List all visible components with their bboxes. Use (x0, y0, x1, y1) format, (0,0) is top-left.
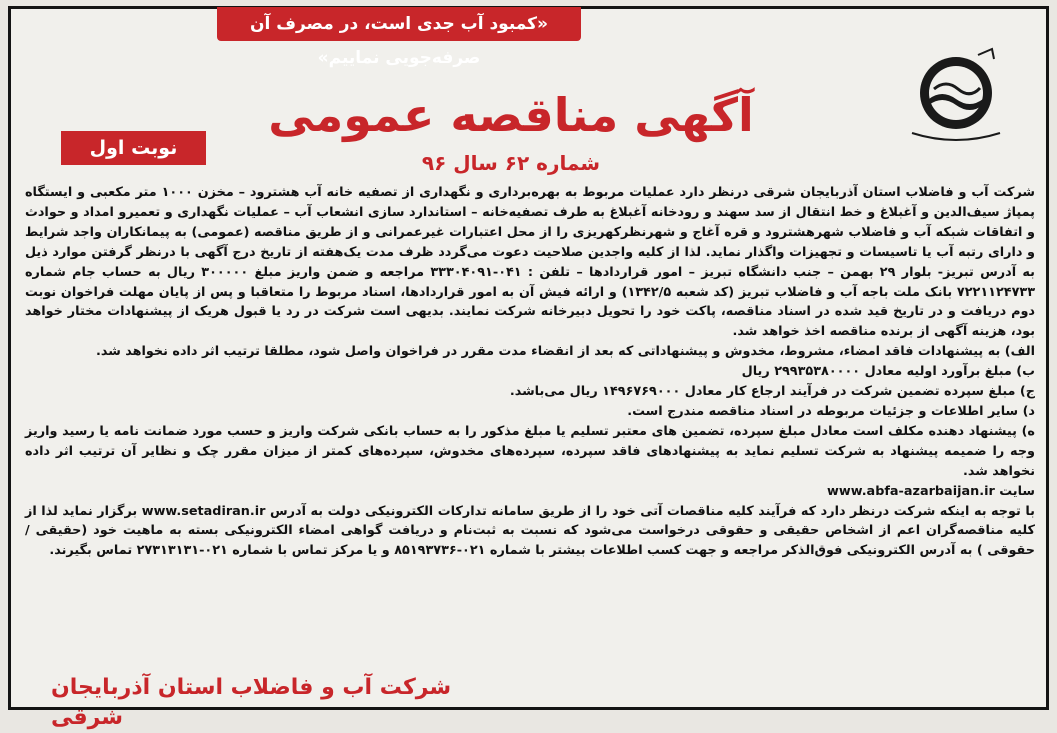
website-line (25, 482, 1035, 502)
round-badge: نوبت اول (61, 131, 206, 165)
water-company-logo-icon (896, 41, 1016, 151)
advertisement-body (25, 183, 1035, 561)
condition-item-e: ه) پیشنهاد دهنده مکلف است معادل مبلغ سپرده، تضمین های معتبر تسلیم یا مبلغ مذکور را به حساب بانکی شرکت واریز و حسب مورد ضمانت نامه یا رسید واریز وجه را ضمیمه پیشنهاد به شرکت تسلیم نماید به پیشنهادهای فاقد سپرده، سپرده‌های مخدوش، سپرده‌های کمتر از میزان مقرر چک و نظایر آن ترتیب اثر داده نخواهد شد. (25, 423, 1035, 479)
website-label: سایت (999, 483, 1035, 499)
tender-advertisement (8, 6, 1049, 730)
electronic-procurement-paragraph: با توجه به اینکه شرکت درنظر دارد که فرآیند کلیه مناقصات آتی خود را از طریق سامانه تدارکات الکترونیکی دولت به آدرس www.setadiran.ir برگزار نماید لذا از کلیه مناقصه‌گران اعم از اشخاص حقیقی و حقوقی درخواست می‌شود که نسبت به ثبت‌نام و دریافت گواهی امضاء الکترونیکی بسته به ماهیت خود (حقیقی / حقوقی ) به آدرس الکترونیکی فوق‌الذکر مراجعه و جهت کسب اطلاعات بیشتر با شماره ۰۲۱-۸۵۱۹۳۷۳۶ و یا مرکز تماس با شماره ۰۲۱-۲۷۳۱۳۱۳۱ تماس بگیرند. (25, 503, 1035, 559)
condition-item-d: د) سایر اطلاعات و جزئیات مربوطه در اسناد مناقصه مندرج است. (627, 403, 1035, 419)
company-signature: شرکت آب و فاضلاب استان آذربایجان شرقی (51, 675, 452, 730)
condition-item-b: ب) مبلغ برآورد اولیه معادل ۲۹۹۳۵۳۸۰۰۰۰ ریال (741, 364, 1035, 380)
slogan-banner: «کمبود آب جدی است، در مصرف آن صرفه‌جویی نماییم» (217, 7, 581, 41)
website-url[interactable]: www.abfa-azarbaijan.ir (827, 483, 995, 499)
condition-item-a: الف) به پیشنهادات فاقد امضاء، مشروط، مخدوش و پیشنهاداتی که بعد از انقضاء مدت مقرر در فراخوان واصل شود، مطلقا ترتیب اثر داده نخواهد شد. (95, 344, 1035, 360)
intro-paragraph: شرکت آب و فاضلاب استان آذربایجان شرقی درنظر دارد عملیات مربوط به بهره‌برداری و نگهداری از تصفیه خانه آب هشترود – مخزن ۱۰۰۰ متر مکعبی و ایستگاه پمپاژ سیف‌الدین و آغبلاغ و خط انتقال از سد سهند و رودخانه آغبلاغ به طرف تصفیه‌خانه – استاندارد سازی انشعاب آب – عملیات نگهداری و تعمیرو امداد و حوادث و اتفاقات شبکه آب و فاضلاب شهرهشترود و قره آغاج و شهرنظرکهریزی را از محل اعتبارات غیرعمرانی و از طریق مناقصه (عمومی) به پیمانکاران واجد شرایط و دارای رتبه آب یا تاسیسات و تجهیزات واگذار نماید. لذا از کلیه واجدین صلاحیت دعوت می‌گردد ظرف مدت یک‌هفته از تاریخ درج آگهی با درنظر گرفتن موارد ذیل به آدرس تبریز- بلوار ۲۹ بهمن – جنب دانشگاه تبریز – امور قراردادها – تلفن : ۰۴۱-۳۳۳۰۴۰۹۱ مراجعه و ضمن واریز مبلغ ۳۰۰۰۰۰ ریال به حساب جام شماره ۷۲۲۱۱۲۴۷۳۳ بانک ملت باجه آب و فاضلاب تبریز (کد شعبه ۱۳۴۲/۵) و ارائه فیش آن به امور قراردادها، اسناد مربوط را متعاقبا و پس از پایان مهلت فراخوان نوبت دوم دریافت و در تاریخ قید شده در اسناد مناقصه، پاکت خود را تحویل دبیرخانه شرکت نمایند. بدیهی است شرکت در رد یا قبول هریک از پیشنهادات مختار خواهد بود، هزینه آگهی از برنده مناقصه اخذ خواهد شد. (25, 185, 1036, 340)
page-title: آگهی مناقصه عمومی (268, 88, 754, 142)
condition-item-c: ج) مبلغ سپرده تضمین شرکت در فرآیند ارجاع کار معادل ۱۴۹۶۷۶۹۰۰۰ ریال می‌باشد. (509, 384, 1035, 400)
tender-number: شماره ۶۲ سال ۹۶ (421, 151, 601, 175)
